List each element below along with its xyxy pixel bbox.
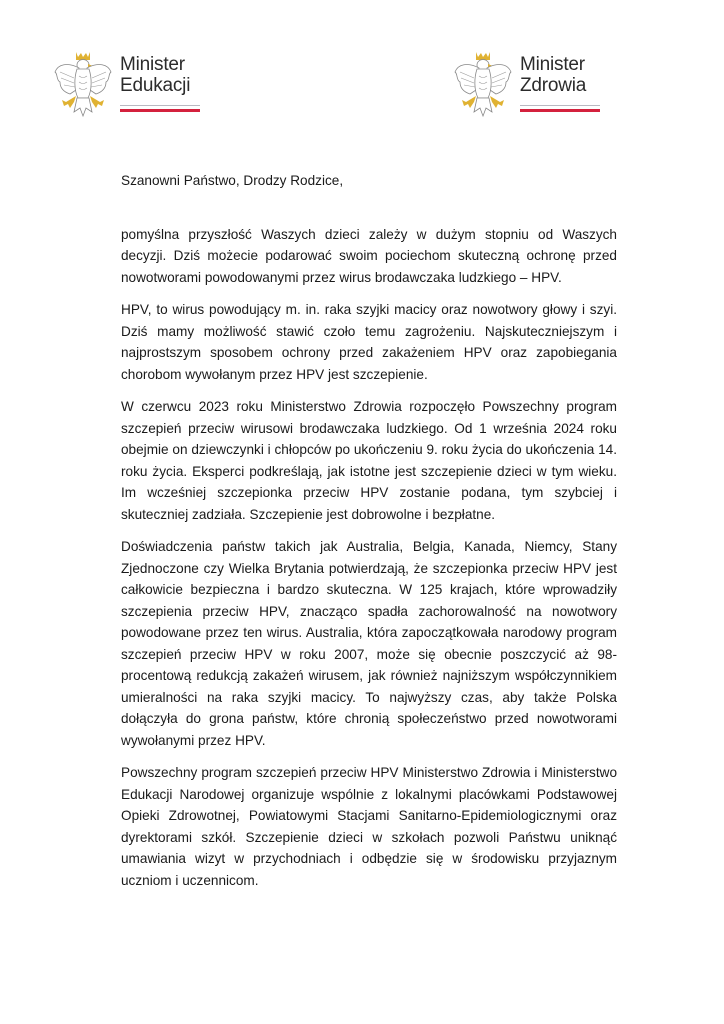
white-eagle-icon xyxy=(452,48,514,122)
grey-bar xyxy=(120,105,200,106)
logo-underline xyxy=(120,105,200,112)
logo-title-line2: Edukacji xyxy=(120,75,191,96)
salutation: Szanowni Państwo, Drodzy Rodzice, xyxy=(121,173,344,188)
paragraph-program-start: W czerwcu 2023 roku Ministerstwo Zdrowia rozpoczęło Powszechny program szczepień przeciw wirusowi brodawczaka ludzkiego. Od 1 września 2024 roku obejmie on dziewczynki i chłopców po ukończeniu 9. roku życia do ukończenia 14. roku życia. Eksperci podkreślają, jak istotne jest szczepienie dzieci w tym wieku. Im wcześniej szczepionka przeciw HPV zostanie podana, tym szybciej i skuteczniej zadziała. Szczepienie jest dobrowolne i bezpłatne. xyxy=(121,399,617,522)
paragraph-hpv-definition: HPV, to wirus powodujący m. in. raka szyjki macicy oraz nowotwory głowy i szyi. Dziś mamy możliwość stawić czoło temu zagrożeniu. Najskuteczniejszym i najprostszym sposobem ochrony przed zakażeniem HPV oraz zapobiegania chorobom wywołanym przez HPV jest szczepienie. xyxy=(121,302,617,382)
paragraph-intro: pomyślna przyszłość Waszych dzieci zależy w dużym stopniu od Waszych decyzji. Dziś możecie podarować swoim pociechom skuteczną ochronę przed nowotworami powodowanymi przez wirus brodawczaka ludzkiego – HPV. xyxy=(121,226,617,285)
letter-body xyxy=(121,170,617,902)
white-eagle-icon xyxy=(52,48,114,122)
paragraph-international-experience: Doświadczenia państw takich jak Australia, Belgia, Kanada, Niemcy, Stany Zjednoczone czy Wielka Brytania potwierdzają, że szczepionka przeciw HPV jest całkowicie bezpieczna i bardzo skuteczna. W 125 krajach, które wprowadziły szczepienia przeciw HPV, znacząco spadła zachorowalność na nowotwory powodowane przez ten wirus. Australia, która zapoczątkowała narodowy program szczepień przeciw HPV w roku 2007, może się obecnie poszczycić aż 98-procentową redukcją zakażeń wirusem, jak również najniższym współczynnikiem umieralności na raka szyjki macicy. To najwyższy czas, aby także Polska dołączyła do grona państw, które chronią społeczeństwo przed nowotworami wywołanymi przez HPV. xyxy=(121,539,617,748)
logo-minister-zdrowia xyxy=(452,48,600,122)
logo-minister-edukacji xyxy=(52,48,200,122)
red-bar xyxy=(520,109,600,112)
red-bar xyxy=(120,109,200,112)
logo-underline xyxy=(520,105,600,112)
grey-bar xyxy=(520,105,600,106)
logo-title-line1: Minister xyxy=(520,54,585,75)
logo-title-line1: Minister xyxy=(120,54,185,75)
paragraph-school-vaccination: Powszechny program szczepień przeciw HPV Ministerstwo Zdrowia i Ministerstwo Edukacji Narodowej organizuje wspólnie z lokalnymi placówkami Podstawowej Opieki Zdrowotnej, Powiatowymi Stacjami Sanitarno-Epidemiologicznymi oraz dyrektorami szkół. Szczepienie dzieci w szkołach pozwoli Państwu uniknąć umawiania wizyt w przychodniach i odbędzie się w środowisku przyjaznym uczniom i uczennicom. xyxy=(121,765,617,888)
logo-title-line2: Zdrowia xyxy=(520,75,587,96)
